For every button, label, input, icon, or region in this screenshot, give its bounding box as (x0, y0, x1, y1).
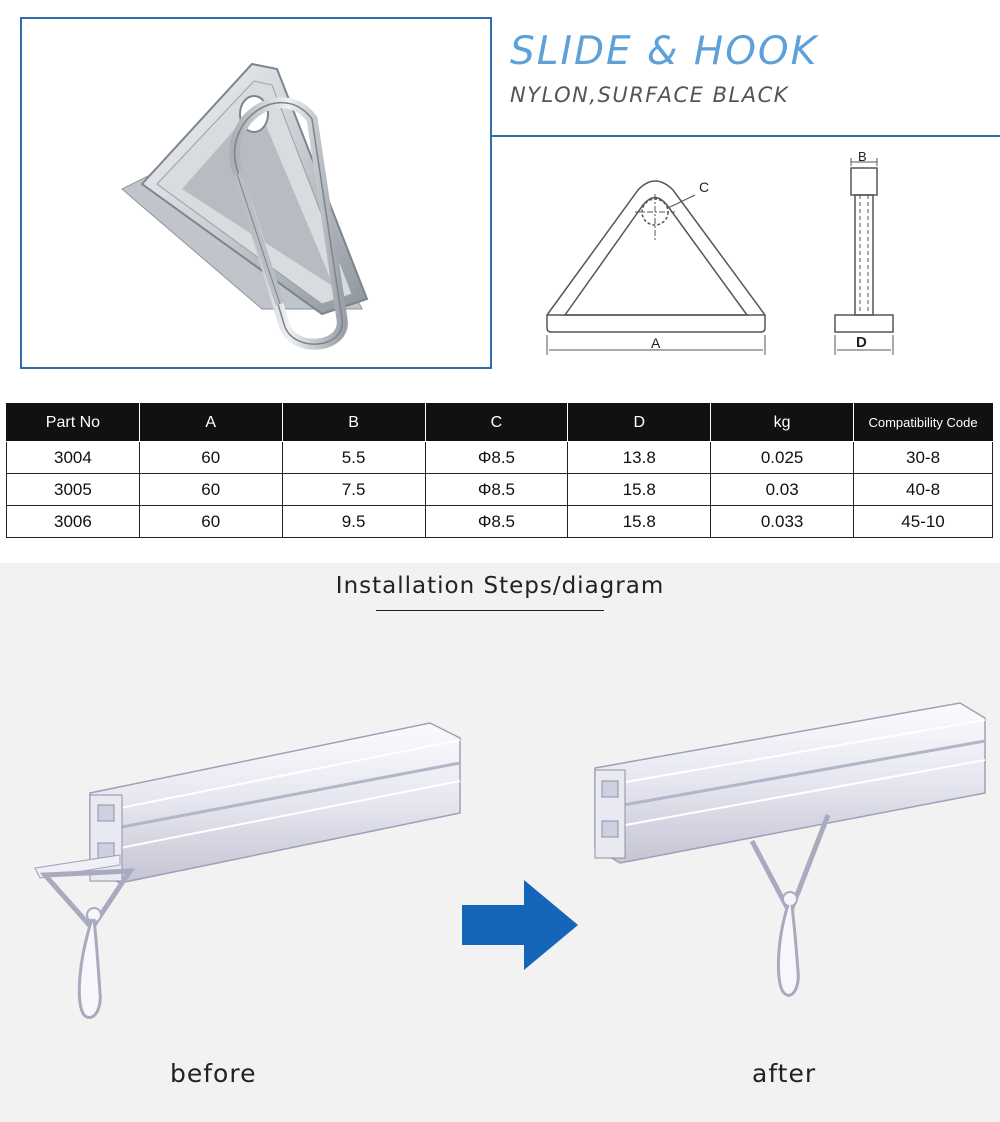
table-cell: 15.8 (568, 474, 711, 506)
table-cell: 40-8 (854, 474, 993, 506)
column-header: C (425, 404, 568, 442)
table-row (7, 474, 993, 506)
table-row (7, 442, 993, 474)
table-cell: Φ8.5 (425, 474, 568, 506)
arrow-right-icon (462, 880, 578, 970)
before-profile (35, 723, 460, 1018)
column-header: B (282, 404, 425, 442)
dimension-label-b: B (858, 150, 867, 164)
table-cell: 45-10 (854, 506, 993, 538)
header-divider-vertical (490, 17, 492, 137)
column-header: D (568, 404, 711, 442)
table-cell: 13.8 (568, 442, 711, 474)
after-caption: after (752, 1059, 817, 1088)
table-cell: Φ8.5 (425, 442, 568, 474)
header-divider (490, 135, 1000, 137)
product-subtitle: NYLON,SURFACE BLACK (510, 83, 790, 107)
table-cell: 3004 (7, 442, 140, 474)
installation-diagram (0, 623, 1000, 1043)
table-cell: 30-8 (854, 442, 993, 474)
table-header-row (7, 404, 993, 442)
table-cell: 9.5 (282, 506, 425, 538)
table-row (7, 506, 993, 538)
table-cell: 7.5 (282, 474, 425, 506)
title-block (510, 28, 990, 107)
dimension-label-d: D (856, 334, 867, 351)
table-cell: 0.03 (711, 474, 854, 506)
table-cell: 0.033 (711, 506, 854, 538)
product-photo (20, 17, 492, 369)
table-cell: 60 (139, 506, 282, 538)
table-cell: 5.5 (282, 442, 425, 474)
spec-table (6, 403, 993, 538)
after-profile (595, 703, 985, 995)
table-cell: 0.025 (711, 442, 854, 474)
column-header: kg (711, 404, 854, 442)
column-header: Part No (7, 404, 140, 442)
installation-section (0, 563, 1000, 1122)
column-header: A (139, 404, 282, 442)
table-cell: 60 (139, 474, 282, 506)
table-cell: 3006 (7, 506, 140, 538)
dimension-label-c: C (699, 179, 710, 195)
column-header: Compatibility Code (854, 404, 993, 442)
table-cell: 3005 (7, 474, 140, 506)
slide-hook-photo (22, 19, 492, 369)
before-caption: before (170, 1059, 257, 1088)
dimension-label-a: A (651, 335, 661, 351)
table-cell: 60 (139, 442, 282, 474)
technical-drawing (535, 150, 935, 365)
product-title: SLIDE & HOOK (510, 29, 819, 74)
installation-title: Installation Steps/diagram (335, 573, 665, 599)
table-cell: 15.8 (568, 506, 711, 538)
installation-title-underline (376, 610, 604, 611)
table-cell: Φ8.5 (425, 506, 568, 538)
